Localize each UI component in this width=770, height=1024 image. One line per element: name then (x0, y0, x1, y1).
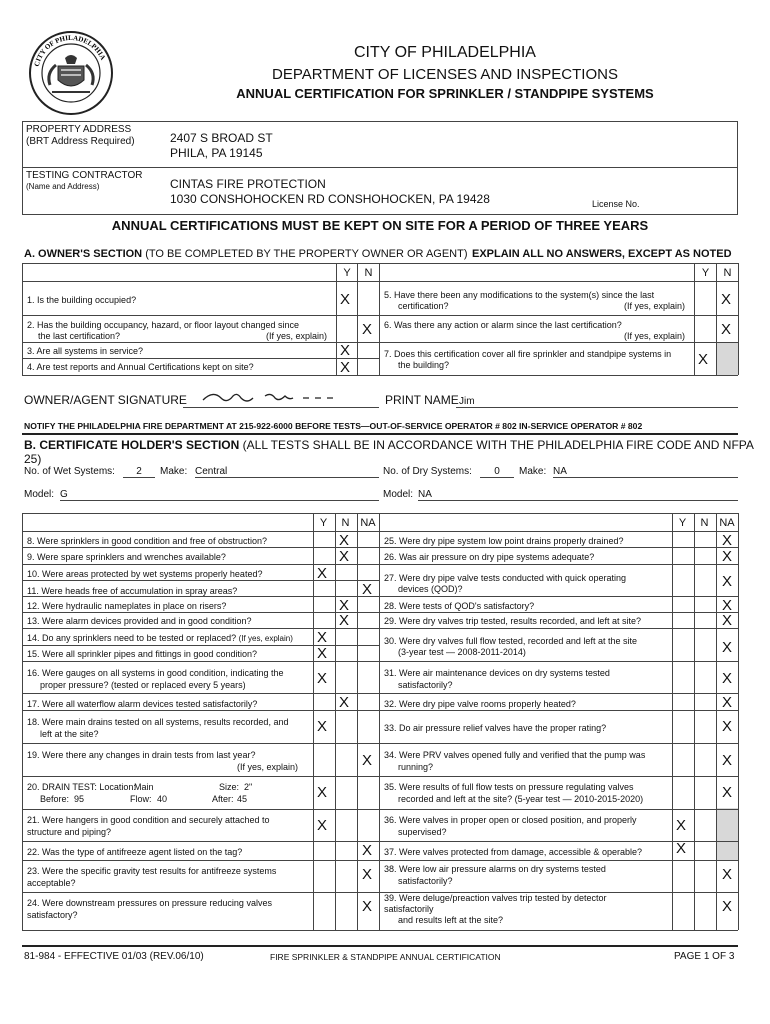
question-9: 9. Were spare sprinklers and wrenches available? (27, 552, 226, 562)
wet-model-label: Model: (24, 489, 55, 500)
question-22: 22. Was the type of antifreeze agent listed on the tag? (27, 847, 243, 857)
question-16-cont: proper pressure? (tested or replaced every 5 years) (40, 680, 246, 690)
question-23: 23. Were the specific gravity test results for antifreeze systems (27, 866, 277, 876)
print-name-label: PRINT NAME (385, 393, 459, 407)
question-15: 15. Were all sprinkler pipes and fittings in good condition? (27, 649, 257, 659)
question-35-cont: recorded and left at the site? (5-year test — 2010-2015-2020) (398, 794, 644, 804)
answer-6-n[interactable]: X (721, 321, 732, 338)
answer-21-y[interactable]: X (317, 817, 328, 834)
question-33: 33. Do air pressure relief valves have the proper rating? (384, 723, 607, 733)
drain-size[interactable]: 2" (244, 782, 253, 792)
grid-line (357, 513, 358, 930)
notify-fire-department: NOTIFY THE PHILADELPHIA FIRE DEPARTMENT AT 215-922-6000 BEFORE TESTS—OUT-OF-SERVICE OPERATOR # 802 IN-SERVICE OPERATOR # 802 (24, 421, 643, 431)
question-28: 28. Were tests of QOD's satisfactory? (384, 601, 535, 611)
drain-before[interactable]: 95 (74, 794, 85, 804)
question-12: 12. Were hydraulic nameplates in place on risers? (27, 601, 227, 611)
answer-9-n[interactable]: X (339, 548, 350, 565)
answer-16-y[interactable]: X (317, 670, 328, 687)
grid-line (379, 743, 738, 744)
answer-18-y[interactable]: X (317, 718, 328, 735)
answer-2-n[interactable]: X (362, 321, 373, 338)
question-7-cont: the building? (398, 360, 450, 370)
answer-1-n[interactable]: X (340, 291, 351, 308)
grid-line (379, 809, 738, 810)
answer-31-na[interactable]: X (722, 670, 733, 687)
question-32: 32. Were dry pipe valve rooms properly heated? (384, 699, 576, 709)
wet-systems-label: No. of Wet Systems: (24, 466, 115, 477)
grid-line (22, 531, 379, 532)
question-23-cont: acceptable? (27, 878, 76, 888)
question-35: 35. Were results of full flow tests on pressure regulating valves (384, 782, 634, 792)
grid-line (22, 809, 379, 810)
answer-4-y[interactable]: X (340, 359, 351, 376)
grid-line (379, 776, 738, 777)
col-na-header-b-right: NA (719, 517, 735, 529)
grid-line (379, 531, 738, 532)
drain-size-label: Size: (219, 782, 240, 792)
shaded-cell (717, 343, 738, 375)
print-name-value[interactable]: Jim (459, 396, 475, 407)
col-n-header-right: N (723, 267, 732, 279)
question-5-cont: certification? (398, 301, 449, 311)
answer-14-y[interactable]: X (317, 629, 328, 646)
svg-text:CITY OF PHILADELPHIA: CITY OF PHILADELPHIA (32, 33, 107, 68)
answer-33-na[interactable]: X (722, 718, 733, 735)
col-y-header-b-right: Y (678, 517, 687, 529)
grid-line (22, 612, 379, 613)
answer-5-n[interactable]: X (721, 291, 732, 308)
question-24: 24. Were downstream pressures on pressure reducing valves (27, 898, 272, 908)
section-b-heading (24, 438, 770, 466)
testing-contractor-sublabel: (Name and Address) (26, 182, 100, 191)
question-21-cont: structure and piping? (27, 827, 112, 837)
license-label: License No. (592, 199, 640, 209)
answer-23-na[interactable]: X (362, 866, 373, 883)
question-14-explain: (If yes, explain) (238, 634, 293, 643)
question-24-cont: satisfactory? (27, 910, 78, 920)
question-20-location-label: 20. DRAIN TEST: Location: (27, 782, 136, 792)
question-13: 13. Were alarm devices provided and in good condition? (27, 616, 252, 626)
question-19-explain: (If yes, explain) (237, 762, 299, 772)
grid-line (379, 860, 738, 861)
form-title: ANNUAL CERTIFICATION FOR SPRINKLER / STANDPIPE SYSTEMS (236, 86, 654, 101)
question-14-text: 14. Do any sprinklers need to be tested or replaced? (27, 633, 237, 643)
grid-line (716, 513, 717, 930)
question-30-cont: (3-year test — 2008-2011-2014) (398, 647, 526, 657)
answer-17-n[interactable]: X (339, 694, 350, 711)
answer-3-y[interactable]: X (340, 342, 351, 359)
section-a-heading (24, 248, 468, 260)
answer-27-na[interactable]: X (722, 573, 733, 590)
dry-make-value[interactable]: NA (553, 466, 738, 478)
grid-line (335, 513, 336, 930)
drain-flow[interactable]: 40 (157, 794, 168, 804)
drain-flow-label: Flow: (130, 794, 152, 804)
question-34: 34. Were PRV valves opened fully and verified that the pump was (384, 750, 646, 760)
property-address-line1: 2407 S BROAD ST (170, 131, 273, 145)
col-n-header-b-right: N (700, 517, 709, 529)
answer-37-y[interactable]: X (676, 840, 687, 857)
grid-line (379, 612, 738, 613)
answer-24-na[interactable]: X (362, 898, 373, 915)
answer-11-na[interactable]: X (362, 581, 373, 598)
question-6: 6. Was there any action or alarm since the last certification? (384, 320, 622, 330)
question-27-cont: devices (QOD)? (398, 584, 463, 594)
answer-15-y[interactable]: X (317, 645, 328, 662)
property-address-line2: PHILA, PA 19145 (170, 146, 263, 160)
testing-contractor-label: TESTING CONTRACTOR (26, 170, 143, 181)
grid-line (22, 513, 379, 514)
grid-line (22, 693, 379, 694)
city-seal-logo (28, 30, 114, 116)
drain-after[interactable]: 45 (237, 794, 248, 804)
answer-36-y[interactable]: X (676, 817, 687, 834)
grid-line (22, 513, 23, 930)
answer-35-na[interactable]: X (722, 784, 733, 801)
question-5-explain: (If yes, explain) (624, 301, 686, 311)
question-26: 26. Was air pressure on dry pipe systems adequate? (384, 552, 595, 562)
grid-line (22, 547, 379, 548)
retention-banner: ANNUAL CERTIFICATIONS MUST BE KEPT ON SITE FOR A PERIOD OF THREE YEARS (111, 218, 649, 233)
question-39-cont: satisfactorily (384, 904, 434, 914)
grid-line (379, 710, 738, 711)
dry-systems-count[interactable]: 0 (480, 466, 514, 478)
answer-8-n[interactable]: X (339, 532, 350, 549)
question-2-explain: (If yes, explain) (266, 331, 328, 341)
contractor-name: CINTAS FIRE PROTECTION (170, 177, 326, 191)
answer-20-y[interactable]: X (317, 784, 328, 801)
grid-line (379, 596, 738, 597)
question-25: 25. Were dry pipe system low point drains properly drained? (384, 536, 624, 546)
question-6-explain: (If yes, explain) (624, 331, 686, 341)
shaded-cell (717, 808, 738, 842)
answer-25-na[interactable]: X (722, 532, 733, 549)
question-39: 39. Were deluge/preaction valves trip tested by detector (384, 893, 607, 903)
col-n-header: N (364, 267, 373, 279)
handwritten-signature (195, 388, 365, 408)
dry-make-label: Make: (519, 466, 547, 477)
question-2: 2. Has the building occupancy, hazard, or floor layout changed since (27, 320, 299, 330)
property-address-sublabel: (BRT Address Required) (26, 136, 135, 147)
grid-line (738, 513, 739, 930)
question-8: 8. Were sprinklers in good condition and free of obstruction? (27, 536, 267, 546)
question-16: 16. Were gauges on all systems in good condition, indicating the (27, 668, 284, 678)
grid-line (379, 930, 738, 931)
drain-after-label: After: (212, 794, 234, 804)
grid-line (379, 564, 738, 565)
col-na-header-b: NA (360, 517, 376, 529)
grid-line (22, 930, 379, 931)
grid-line (22, 776, 379, 777)
question-38-cont: satisfactorily? (398, 876, 453, 886)
col-n-header-b: N (341, 517, 350, 529)
grid-line (379, 661, 738, 662)
question-36: 36. Were valves in proper open or closed position, and properly (384, 815, 637, 825)
grid-line (22, 892, 379, 893)
answer-22-na[interactable]: X (362, 842, 373, 859)
col-y-header: Y (343, 267, 351, 279)
grid-line (694, 513, 695, 930)
form-number: 81-984 - EFFECTIVE 01/03 (REV.06/10) (24, 951, 204, 962)
grid-line (22, 841, 379, 842)
answer-13-n[interactable]: X (339, 612, 350, 629)
question-4: 4. Are test reports and Annual Certifications kept on site? (27, 362, 254, 372)
answer-12-n[interactable]: X (339, 597, 350, 614)
question-7: 7. Does this certification cover all fire sprinkler and standpipe systems in (384, 349, 672, 359)
question-36-cont: supervised? (398, 827, 447, 837)
answer-28-na[interactable]: X (722, 597, 733, 614)
answer-38-na[interactable]: X (722, 866, 733, 883)
wet-model-value[interactable]: G (60, 489, 379, 501)
department-name: DEPARTMENT OF LICENSES AND INSPECTIONS (272, 66, 618, 83)
question-38: 38. Were low air pressure alarms on dry systems tested (384, 864, 606, 874)
question-17: 17. Were all waterflow alarm devices tested satisfactorily? (27, 699, 258, 709)
dry-model-label: Model: (383, 489, 414, 500)
question-11: 11. Were heads free of accumulation in spray areas? (27, 586, 238, 596)
answer-32-na[interactable]: X (722, 694, 733, 711)
explain-note: EXPLAIN ALL NO ANSWERS, EXCEPT AS NOTED (472, 248, 732, 260)
answer-19-na[interactable]: X (362, 752, 373, 769)
question-14 (27, 633, 293, 644)
question-19: 19. Were there any changes in drain tests from last year? (27, 750, 256, 760)
shaded-cell (717, 842, 738, 860)
answer-26-na[interactable]: X (722, 548, 733, 565)
question-30: 30. Were dry valves full flow tested, recorded and left at the site (384, 636, 637, 646)
section-a-title: A. OWNER'S SECTION (24, 248, 143, 260)
wet-make-label: Make: (160, 466, 188, 477)
grid-line (379, 513, 380, 930)
grid-line (22, 710, 379, 711)
property-address-label: PROPERTY ADDRESS (26, 124, 132, 135)
question-2-cont: the last certification? (38, 331, 121, 341)
page-number: PAGE 1 OF 3 (674, 951, 735, 962)
drain-location[interactable]: Main (134, 782, 154, 792)
grid-line (22, 860, 379, 861)
wet-systems-count[interactable]: 2 (123, 466, 155, 478)
question-31-cont: satisfactorily? (398, 680, 453, 690)
question-18-cont: left at the site? (40, 729, 99, 739)
answer-34-na[interactable]: X (722, 752, 733, 769)
question-29: 29. Were dry valves trip tested, results recorded, and left at site? (384, 616, 641, 626)
grid-line (379, 628, 738, 629)
grid-line (379, 693, 738, 694)
answer-30-na[interactable]: X (722, 639, 733, 656)
section-a-subtitle: (TO BE COMPLETED BY THE PROPERTY OWNER OR AGENT) (145, 248, 468, 260)
grid-line (379, 547, 738, 548)
city-name: CITY OF PHILADELPHIA (354, 44, 536, 61)
signature-label: OWNER/AGENT SIGNATURE (24, 393, 187, 407)
question-5: 5. Have there been any modifications to the system(s) since the last (384, 290, 655, 300)
contractor-address: 1030 CONSHOHOCKEN RD CONSHOHOCKEN, PA 19428 (170, 192, 490, 206)
grid-line (379, 513, 738, 514)
drain-before-label: Before: (40, 794, 70, 804)
question-37: 37. Were valves protected from damage, accessible & operable? (384, 847, 642, 857)
question-3: 3. Are all systems in service? (27, 346, 144, 356)
question-1: 1. Is the building occupied? (27, 295, 137, 305)
question-39-cont2: and results left at the site? (398, 915, 504, 925)
question-31: 31. Were air maintenance devices on dry systems tested (384, 668, 610, 678)
answer-29-na[interactable]: X (722, 612, 733, 629)
answer-39-na[interactable]: X (722, 898, 733, 915)
answer-10-y[interactable]: X (317, 565, 328, 582)
grid-line (313, 513, 314, 930)
dry-model-value[interactable]: NA (418, 489, 738, 501)
dry-systems-label: No. of Dry Systems: (383, 466, 472, 477)
col-y-header-right: Y (701, 267, 710, 279)
section-b-subtitle: (ALL TESTS SHALL BE IN ACCORDANCE WITH THE PHILADELPHIA FIRE CODE AND NFPA 25) (24, 438, 754, 466)
question-18: 18. Were main drains tested on all systems, results recorded, and (27, 717, 289, 727)
question-10: 10. Were areas protected by wet systems properly heated? (27, 569, 263, 579)
question-21: 21. Were hangers in good condition and securely attached to (27, 815, 270, 825)
grid-line (672, 513, 673, 930)
question-27: 27. Were dry pipe valve tests conducted with quick operating (384, 573, 626, 583)
answer-7-y[interactable]: X (698, 351, 709, 368)
wet-make-value[interactable]: Central (195, 466, 379, 478)
section-b-title: B. CERTIFICATE HOLDER'S SECTION (24, 438, 240, 452)
col-y-header-b: Y (319, 517, 328, 529)
footer-title: FIRE SPRINKLER & STANDPIPE ANNUAL CERTIFICATION (270, 952, 501, 962)
grid-line (22, 743, 379, 744)
question-34-cont: running? (398, 762, 434, 772)
